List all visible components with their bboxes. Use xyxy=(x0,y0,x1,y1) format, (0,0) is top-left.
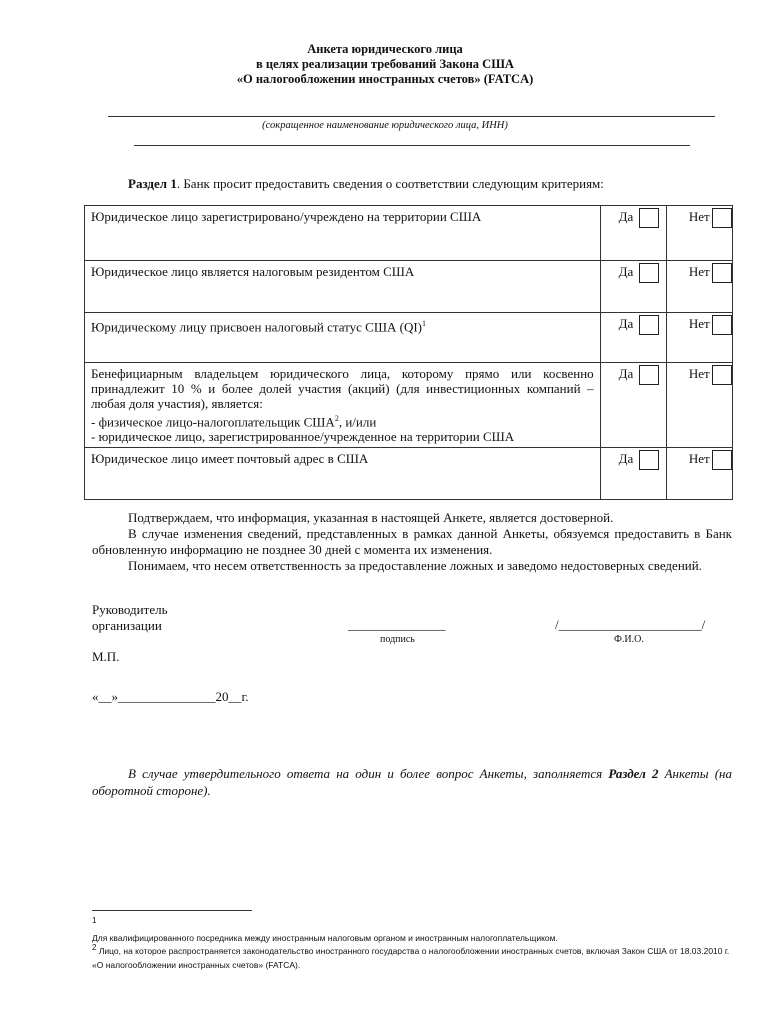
yes-checkbox[interactable] xyxy=(639,263,659,283)
yes-cell xyxy=(600,363,666,448)
signature-field[interactable]: _______________ xyxy=(348,617,446,632)
yes-cell xyxy=(600,206,666,261)
full-name-caption: Ф.И.О. xyxy=(614,634,644,645)
no-checkbox[interactable] xyxy=(712,263,732,283)
table-row xyxy=(85,261,733,313)
question-text: Юридическое лицо зарегистрировано/учреждено на территории США xyxy=(85,206,601,261)
no-checkbox[interactable] xyxy=(712,450,732,470)
question-text xyxy=(85,363,601,448)
section2-reference: Раздел 2 xyxy=(608,766,659,781)
form-title-line2: в целях реализации требований Закона США xyxy=(256,57,514,71)
table-row xyxy=(85,206,733,261)
instruction-text: В случае утвердительного ответа на один и более вопрос Анкеты, заполняется xyxy=(128,766,609,781)
section1-intro-text: . Банк просит предоставить сведения о соответствии следующим критериям: xyxy=(176,176,604,191)
no-checkbox[interactable] xyxy=(712,208,732,228)
footnote-ref-2: 2 xyxy=(334,414,339,423)
section1-intro xyxy=(128,176,604,192)
yes-checkbox[interactable] xyxy=(639,208,659,228)
no-cell xyxy=(666,448,732,500)
footnote-text: Лицо, на которое распространяется законодательство иностранного государства о налогообложении иностранных счетов, включая Закон США от 18.03.2010 г. «О налогообложении иностранных счетов» (FATCA). xyxy=(92,945,730,970)
criteria-table xyxy=(84,205,733,500)
no-cell xyxy=(666,206,732,261)
question-text-main: Бенефициарным владельцем юридического лица, которому прямо или косвенно принадлежит 10 % и более долей участия (акций) (для инвестиционных компаний – любая доля участия), является: xyxy=(91,366,594,411)
yes-label: Да xyxy=(618,209,634,224)
entity-name-caption: (сокращенное наименование юридического лица, ИНН) xyxy=(262,120,508,131)
confirmation-paragraph: Подтверждаем, что информация, указанная в настоящей Анкете, является достоверной. xyxy=(128,510,614,525)
yes-label: Да xyxy=(618,316,634,331)
entity-name-line-2[interactable] xyxy=(134,145,690,146)
no-label: Нет xyxy=(688,366,710,381)
question-text-line2: - физическое лицо-налогоплательщик США xyxy=(91,414,335,430)
table-row xyxy=(85,313,733,363)
question-text-main: Юридическому лицу присвоен налоговый статус США (QI) xyxy=(91,319,422,335)
signature-caption: подпись xyxy=(380,634,415,645)
question-text: Юридическое лицо является налоговым резидентом США xyxy=(85,261,601,313)
section1-heading: Раздел 1 xyxy=(128,176,177,191)
confirmation-block xyxy=(92,510,732,574)
entity-name-line[interactable] xyxy=(108,116,715,117)
no-checkbox[interactable] xyxy=(712,365,732,385)
no-cell xyxy=(666,363,732,448)
footnote-separator xyxy=(92,910,252,911)
yes-cell xyxy=(600,448,666,500)
signer-role-line2: организации xyxy=(92,618,162,633)
yes-checkbox[interactable] xyxy=(639,315,659,335)
instruction-tail: Анкеты (на оборотной стороне). xyxy=(92,766,732,798)
confirmation-paragraph: Понимаем, что несем ответственность за предоставление ложных и заведомо недостоверных сведений. xyxy=(128,558,702,573)
yes-label: Да xyxy=(618,451,634,467)
yes-cell xyxy=(600,261,666,313)
section2-instruction xyxy=(92,765,732,799)
footnote-number: 2 xyxy=(92,943,97,952)
no-checkbox[interactable] xyxy=(712,315,732,335)
form-title-line3: «О налогообложении иностранных счетов» (FATCA) xyxy=(236,72,534,86)
question-text: Юридическое лицо имеет почтовый адрес в США xyxy=(85,448,601,500)
no-label: Нет xyxy=(688,209,710,224)
footnote-text: Для квалифицированного посредника между иностранным налоговым органом и иностранным налогоплательщиком. xyxy=(92,932,558,943)
question-text-line2-tail: , и/или xyxy=(338,414,377,430)
date-field[interactable]: «__»_______________20__г. xyxy=(92,689,249,704)
footnote-2 xyxy=(92,941,732,972)
footnote-ref-1: 1 xyxy=(422,319,426,328)
yes-label: Да xyxy=(618,366,634,381)
yes-checkbox[interactable] xyxy=(639,365,659,385)
footnote-number: 1 xyxy=(92,916,97,925)
no-label: Нет xyxy=(688,264,710,279)
stamp-placeholder: М.П. xyxy=(92,649,120,664)
yes-label: Да xyxy=(618,264,634,279)
form-title-line1: Анкета юридического лица xyxy=(307,42,463,56)
confirmation-paragraph: В случае изменения сведений, представленных в рамках данной Анкеты, обязуемся предоставить в Банк обновленную информацию не позднее 30 дней с момента их изменения. xyxy=(92,526,732,557)
table-row xyxy=(85,363,733,448)
signer-role-line1: Руководитель xyxy=(92,602,168,617)
no-label: Нет xyxy=(688,316,710,331)
yes-cell xyxy=(600,313,666,363)
question-text xyxy=(85,313,601,363)
table-row xyxy=(85,448,733,500)
yes-checkbox[interactable] xyxy=(639,450,659,470)
no-cell xyxy=(666,313,732,363)
no-cell xyxy=(666,261,732,313)
question-text-line3: - юридическое лицо, зарегистрированное/учрежденное на территории США xyxy=(91,429,515,445)
no-label: Нет xyxy=(688,451,710,467)
full-name-field[interactable]: /______________________/ xyxy=(555,617,706,632)
